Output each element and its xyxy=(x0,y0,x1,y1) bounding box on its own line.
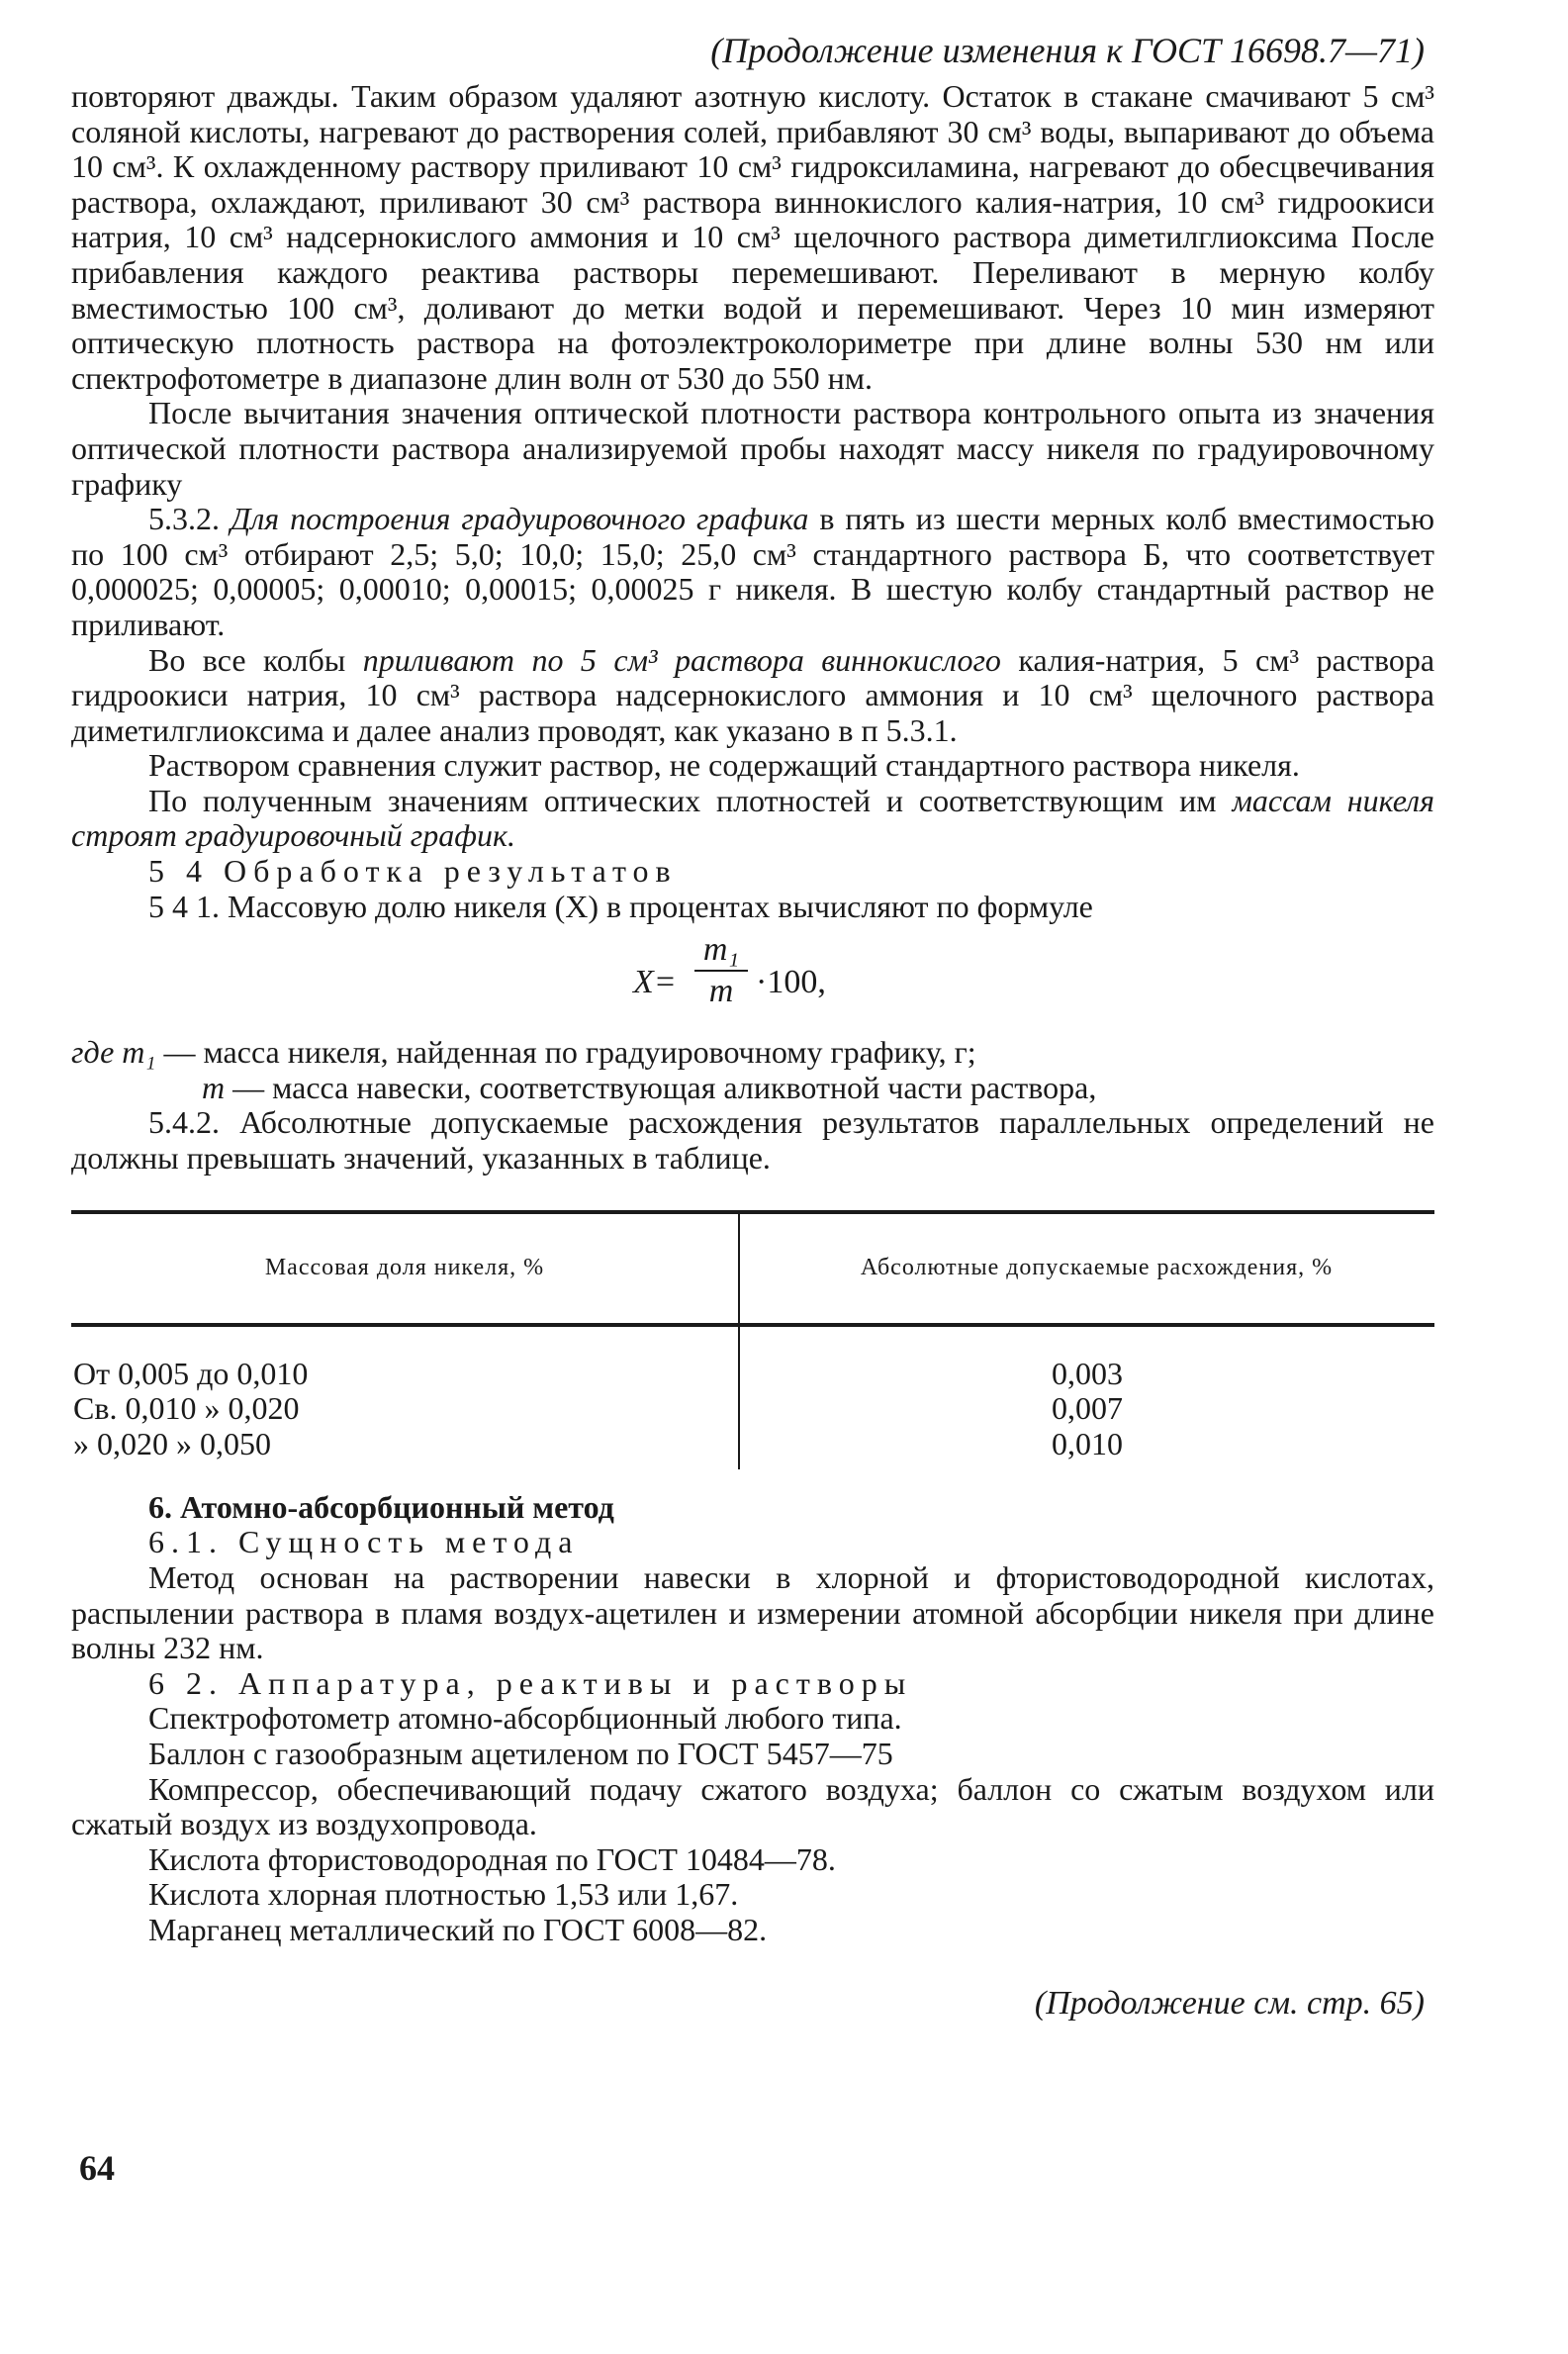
table-header-row xyxy=(71,1212,1434,1325)
list-item: Компрессор, обеспечивающий подачу сжатого воздуха; баллон со сжатым воздухом или сжатый воздух из воздухопровода. xyxy=(71,1770,1434,1842)
section-6-1-heading: 6.1. Сущность метода xyxy=(148,1524,580,1560)
legend-symbol: m xyxy=(202,1069,226,1105)
clause-italic-lead: Для построения градуировочного графика xyxy=(230,501,809,537)
clause-number: 5.3.2. xyxy=(148,501,220,537)
paragraph-5-4-1: 5 4 1. Массовую долю никеля (X) в процентах вычисляют по формуле xyxy=(148,888,1093,924)
formula-fraction xyxy=(694,930,748,1011)
section-6-title: 6. Атомно-абсорбционный метод xyxy=(148,1489,614,1526)
tolerance-table xyxy=(71,1210,1434,1470)
formula-lhs: X= xyxy=(633,964,677,1001)
text-run: Во все колбы xyxy=(148,641,346,678)
text-run-italic: массам никеля строят градуировочный график. xyxy=(71,782,1435,854)
paragraph-5-3-2 xyxy=(71,502,1434,642)
formula-legend-m xyxy=(71,1071,1434,1106)
paragraph-5-4-2: 5.4.2. Абсолютные допускаемые расхождения результатов параллельных определений не должны превышать значений, указанных в таблице. xyxy=(71,1104,1434,1177)
section-6-2-heading: 6 2. Аппаратура, реактивы и растворы xyxy=(148,1664,913,1701)
legend-text: — масса навески, соответствующая аликвотной части раствора, xyxy=(232,1069,1097,1105)
table-cell-range: Св. 0,010 » 0,020 xyxy=(71,1391,739,1427)
page-number: 64 xyxy=(79,2148,115,2188)
table-cell-value: 0,007 xyxy=(1052,1390,1123,1427)
table-row xyxy=(71,1325,1434,1392)
formula-numerator: m₁ xyxy=(694,930,748,972)
formula-legend-m1 xyxy=(71,1035,1434,1071)
paragraph-subtraction: После вычитания значения оптической плотности раствора контрольного опыта из значения оптической плотности раствора анализируемой пробы находят массу никеля по градуировочному графику xyxy=(71,395,1434,502)
section-5-4-heading: 5 4 Обработка результатов xyxy=(148,853,678,890)
table-row xyxy=(71,1391,1434,1427)
table-cell-range: » 0,020 » 0,050 xyxy=(71,1427,739,1470)
page-header: (Продолжение изменения к ГОСТ 16698.7—71) xyxy=(710,31,1425,70)
text-run: По полученным значениям оптических плотностей и соответствующим им xyxy=(148,782,1217,818)
list-item: Кислота фтористоводородная по ГОСТ 10484—78. xyxy=(148,1840,836,1877)
formula-rhs: ·100, xyxy=(756,964,826,1001)
paragraph-calibration-graph xyxy=(71,784,1434,854)
legend-text: — масса никеля, найденная по градуировочному графику, г; xyxy=(163,1034,976,1071)
table-row xyxy=(71,1427,1434,1470)
continuation-note: (Продолжение см. стр. 65) xyxy=(1034,1984,1425,2022)
section-6-1-text: Метод основан на растворении навески в хлорной и фтористоводородной кислотах, распылении раствора в пламя воздух-ацетилен и измерении атомной абсорбции никеля при длине волны 232 нм. xyxy=(71,1559,1434,1666)
legend-symbol: где m₁ xyxy=(71,1034,156,1071)
paragraph-all-flasks xyxy=(71,643,1434,749)
table-header-mass-fraction: Массовая доля никеля, % xyxy=(71,1212,739,1325)
table-cell-range: От 0,005 до 0,010 xyxy=(71,1325,739,1392)
table-cell-value: 0,003 xyxy=(1052,1355,1123,1391)
list-item: Спектрофотометр атомно-абсорбционный любого типа. xyxy=(148,1700,902,1737)
list-item: Марганец металлический по ГОСТ 6008—82. xyxy=(148,1911,768,1947)
paragraph-reference-solution: Раствором сравнения служит раствор, не содержащий стандартного раствора никеля. xyxy=(148,747,1300,784)
list-item: Кислота хлорная плотностью 1,53 или 1,67. xyxy=(148,1876,739,1913)
text-run-italic: приливают по 5 см³ раствора виннокислого xyxy=(362,641,1001,678)
clause-body: в пять из шести мерных колб вместимостью по 100 см³ отбирают 2,5; 5,0; 10,0; 15,0; 25,0 см³ стандартного раствора Б, что соответствует 0,000025; 0,00005; 0,00010; 0,00015; 0,00025 г никеля. В шестую колбу стандартный раствор не приливают. xyxy=(71,501,1435,642)
formula-denominator: m xyxy=(708,973,734,1010)
paragraph-continuation: повторяют дважды. Таким образом удаляют азотную кислоту. Остаток в стакане смачивают 5 см³ соляной кислоты, нагревают до растворения солей, прибавляют 30 см³ воды, выпаривают до объема 10 см³. К охлажденному раствору приливают 10 см³ гидроксиламина, нагревают до обесцвечивания раствора, охлаждают, приливают 30 см³ раствора виннокислого калия-натрия, 10 см³ гидроокиси натрия, 10 см³ надсернокислого аммония и 10 см³ щелочного раствора диметилглиоксима После прибавления каждого реактива растворы перемешивают. Переливают в мерную колбу вместимостью 100 см³, доливают до метки водой и перемешивают. Через 10 мин измеряют оптическую плотность раствора на фотоэлектроколориметре при длине волны 530 нм или спектрофотометре в диапазоне длин волн от 530 до 550 нм. xyxy=(71,78,1434,396)
table-cell-value: 0,010 xyxy=(1052,1425,1123,1461)
table-header-tolerance: Абсолютные допускаемые расхождения, % xyxy=(860,1255,1334,1281)
mass-fraction-formula xyxy=(71,930,1434,1021)
list-item: Баллон с газообразным ацетиленом по ГОСТ 5457—75 xyxy=(148,1735,893,1771)
document-page xyxy=(71,26,1434,2025)
text-run: калия-натрия, 5 см³ раствора гидроокиси натрия, 10 см³ раствора надсернокислого аммония и 10 см³ щелочного раствора диметилглиоксима и далее анализ проводят, как указано в п 5.3.1. xyxy=(71,641,1435,748)
